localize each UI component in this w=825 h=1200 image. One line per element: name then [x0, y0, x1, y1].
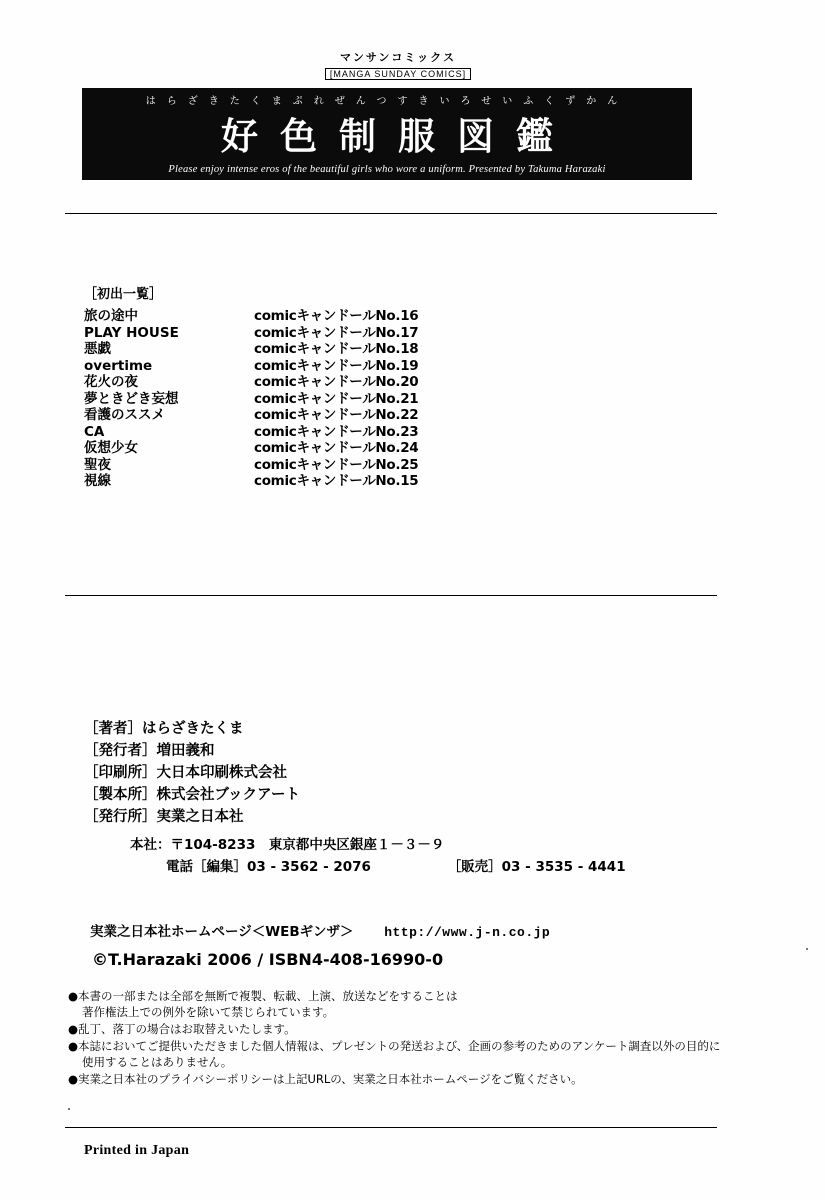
- imprint-logo-en: [MANGA SUNDAY COMICS]: [325, 68, 471, 80]
- page-speck: [806, 948, 808, 950]
- copyright-isbn: ©T.Harazaki 2006 / ISBN4-408-16990-0: [92, 950, 444, 969]
- colophon-address-block: [84, 834, 626, 878]
- notice-item: [68, 988, 768, 1020]
- notice-line-1: ●乱丁、落丁の場合はお取替えいたします。: [68, 1022, 296, 1036]
- colophon-phone-sales: ［販売］03 - 3535 - 4441: [447, 859, 626, 875]
- first-appearance-table: [84, 308, 418, 490]
- story-source: comicキャンドールNo.22: [254, 407, 419, 423]
- colophon-printer: ［印刷所］大日本印刷株式会社: [84, 765, 287, 781]
- divider-bottom: [65, 1127, 717, 1128]
- story-title: overtime: [84, 357, 153, 374]
- table-row: [84, 391, 418, 408]
- table-row: [84, 374, 418, 391]
- legal-notices: [68, 988, 768, 1088]
- story-title: PLAY HOUSE: [84, 324, 179, 341]
- notice-item: [68, 1038, 768, 1070]
- page-speck: [68, 1108, 70, 1110]
- homepage-line: [90, 920, 550, 940]
- colophon-address: 本社：〒104-8233 東京都中央区銀座１－３－９: [130, 837, 445, 853]
- table-row: [84, 424, 418, 441]
- story-source: comicキャンドールNo.24: [254, 440, 419, 456]
- colophon-binder: ［製本所］株式会社ブックアート: [84, 787, 301, 803]
- colophon-publisher-person: ［発行者］増田義和: [84, 743, 215, 759]
- colophon-section: [84, 718, 626, 878]
- notice-item: [68, 1021, 768, 1037]
- notice-item: [68, 1071, 768, 1087]
- first-appearance-section: [84, 283, 418, 490]
- story-source: comicキャンドールNo.21: [254, 390, 419, 407]
- homepage-label: 実業之日本社ホームページ＜WEBギンザ＞: [90, 924, 354, 940]
- story-source: comicキャンドールNo.15: [254, 473, 419, 489]
- printed-in-japan: Printed in Japan: [84, 1143, 190, 1158]
- notice-line-1: ●本書の一部または全部を無断で複製、転載、上演、放送などをすることは: [68, 989, 458, 1003]
- table-row: [84, 473, 418, 490]
- table-row: [84, 341, 418, 358]
- page-title: 好色制服図鑑: [221, 115, 575, 158]
- story-title: 仮想少女: [84, 440, 138, 456]
- story-source: comicキャンドールNo.18: [254, 341, 419, 357]
- imprint-masthead: [78, 52, 718, 82]
- story-title: 視線: [84, 473, 111, 489]
- story-title: 夢ときどき妄想: [84, 390, 179, 407]
- story-title: 旅の途中: [84, 308, 138, 324]
- table-row: [84, 440, 418, 457]
- colophon-publisher: ［発行所］実業之日本社: [84, 809, 244, 825]
- title-tagline: Please enjoy intense eros of the beautiful girls who wore a uniform. Presented by Takuma Harazaki: [168, 164, 606, 175]
- story-source: comicキャンドールNo.19: [254, 357, 419, 374]
- table-row: [84, 407, 418, 424]
- divider-middle: [65, 595, 717, 596]
- imprint-logo-jp: マンサンコミックス: [339, 52, 457, 64]
- table-row: [84, 457, 418, 474]
- colophon-author: ［著者］はらざきたくま: [84, 721, 244, 737]
- notice-line-1: ●本誌においてご提供いただきました個人情報は、プレゼントの発送および、企画の参考のためのアンケート調査以外の目的に: [68, 1039, 721, 1053]
- table-row: [84, 325, 418, 342]
- notice-line-2: 著作権法上での例外を除いて禁じられています。: [82, 1005, 335, 1019]
- notice-line-1: ●実業之日本社のプライバシーポリシーは上記URLの、実業之日本社ホームページをご覧ください。: [68, 1072, 583, 1086]
- story-title: 悪戯: [84, 341, 111, 357]
- title-banner: [82, 88, 692, 180]
- story-title: 看護のススメ: [84, 407, 165, 423]
- divider-top: [65, 213, 717, 214]
- story-source: comicキャンドールNo.17: [254, 324, 419, 341]
- story-source: comicキャンドールNo.16: [254, 308, 419, 324]
- colophon-phone-editorial: 電話［編集］03 - 3562 - 2076: [166, 859, 371, 875]
- story-source: comicキャンドールNo.20: [254, 374, 419, 390]
- notice-line-2: 使用することはありません。: [82, 1055, 233, 1069]
- title-furigana: はらざきたくまぷれぜんつすきいろせいふくずかん: [145, 96, 629, 107]
- story-title: CA: [84, 423, 105, 440]
- table-row: [84, 358, 418, 375]
- first-appearance-heading: ［初出一覧］: [84, 287, 163, 302]
- story-title: 聖夜: [84, 456, 111, 473]
- homepage-url[interactable]: http://www.j-n.co.jp: [384, 925, 551, 940]
- story-source: comicキャンドールNo.25: [254, 456, 419, 473]
- story-source: comicキャンドールNo.23: [254, 423, 419, 440]
- table-row: [84, 308, 418, 325]
- story-title: 花火の夜: [84, 374, 138, 390]
